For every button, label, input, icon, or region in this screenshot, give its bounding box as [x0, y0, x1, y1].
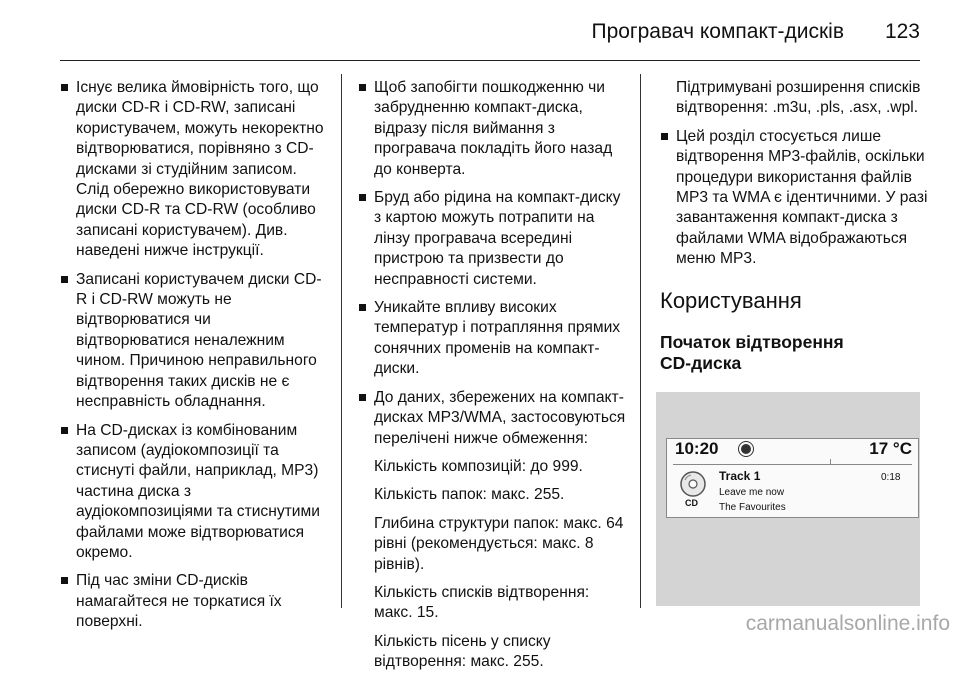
header-rule: [60, 60, 920, 61]
display-panel: [666, 438, 919, 518]
section-heading: Користування: [660, 287, 802, 313]
bullet-item: Бруд або рідина на компакт-диску з картою можуть потрапити на лінзу програвача всередині пристрою та призвести до несправності системи.: [358, 188, 626, 290]
bullet-item: Щоб запобігти пошкодженню чи забрудненню компакт-диска, відразу після виймання з програвача покладіть його назад до конверта.: [358, 78, 626, 180]
outside-temperature: 17 °C: [869, 439, 912, 458]
display-separator: [673, 464, 912, 465]
display-tick: [830, 459, 831, 465]
bullet-item: Під час зміни CD-дисків намагайтеся не торкатися їх поверхні.: [60, 571, 328, 632]
page-header: [0, 0, 960, 62]
source-label: CD: [685, 498, 698, 508]
cd-disc-icon: [679, 470, 707, 498]
status-dot-icon: [739, 442, 753, 456]
limit-item: Глибина структури папок: макс. 64 рівні (рекомендується: макс. 8 рівнів).: [374, 514, 624, 573]
limit-item: Кількість пісень у списку відтворення: макс. 255.: [374, 632, 551, 671]
column-2: [358, 78, 626, 681]
limit-item: Кількість списків відтворення: макс. 15.: [374, 583, 590, 622]
elapsed-time: 0:18: [881, 472, 901, 483]
limit-item: Кількість папок: макс. 255.: [374, 486, 565, 504]
page-number: 123: [884, 20, 920, 43]
bullet-item: Записані користувачем диски CD-R і CD-RW можуть не відтворюватися чи відтворюватися неналежним чином. Причиною неправильного відтворення таких дисків не є несправність обладнання.: [60, 270, 328, 413]
track-title: Track 1: [719, 469, 761, 483]
subsection-heading-line-1: Початок відтворення: [660, 331, 844, 352]
intro-paragraph: Підтримувані розширення списків відтворення: .m3u, .pls, .asx, .wpl.: [676, 79, 921, 117]
column-1: [60, 78, 328, 641]
bullet-item: До даних, збережених на компакт-дисках MP3/WMA, застосовуються перелічені нижче обмеження:: [358, 388, 626, 449]
artist-name: Leave me now: [719, 487, 785, 498]
limit-item: Кількість композицій: до 999.: [374, 457, 583, 475]
header-title: Програвач компакт-дисків: [591, 20, 844, 43]
clock-time: 10:20: [675, 439, 719, 458]
bullet-item: Цей розділ стосується лише відтворення MP3-файлів, оскільки процедури використання файлів MP3 та WMA є ідентичними. У разі завантаження компакт-диска з файлами WMA відображаються меню MP3.: [660, 127, 928, 270]
display-screenshot: [656, 392, 920, 606]
column-divider-2: [640, 74, 641, 608]
subsection-heading-line-2: CD-диска: [660, 352, 742, 373]
bullet-item: Уникайте впливу високих температур і потрапляння прямих сонячних променів на компакт-диски.: [358, 298, 626, 380]
bullet-item: На CD-дисках із комбінованим записом (аудіокомпозиції та стиснуті файли, наприклад, MP3) частина диска з аудіокомпозиціями та стиснутими файлами може відтворюватися окремо.: [60, 421, 328, 564]
bullet-item: Існує велика ймовірність того, що диски CD-R і CD-RW, записані користувачем, можуть некоректно відтворюватися, порівняно з CD-дисками зі студійним записом. Слід обережно використовувати диски CD-R та CD-RW (особливо записані користувачем). Див. наведені нижче інструкції.: [60, 78, 328, 262]
column-divider-1: [341, 74, 342, 608]
column-3: [660, 78, 928, 374]
watermark: carmanualsonline.info: [745, 612, 950, 635]
album-name: The Favourites: [719, 502, 786, 513]
